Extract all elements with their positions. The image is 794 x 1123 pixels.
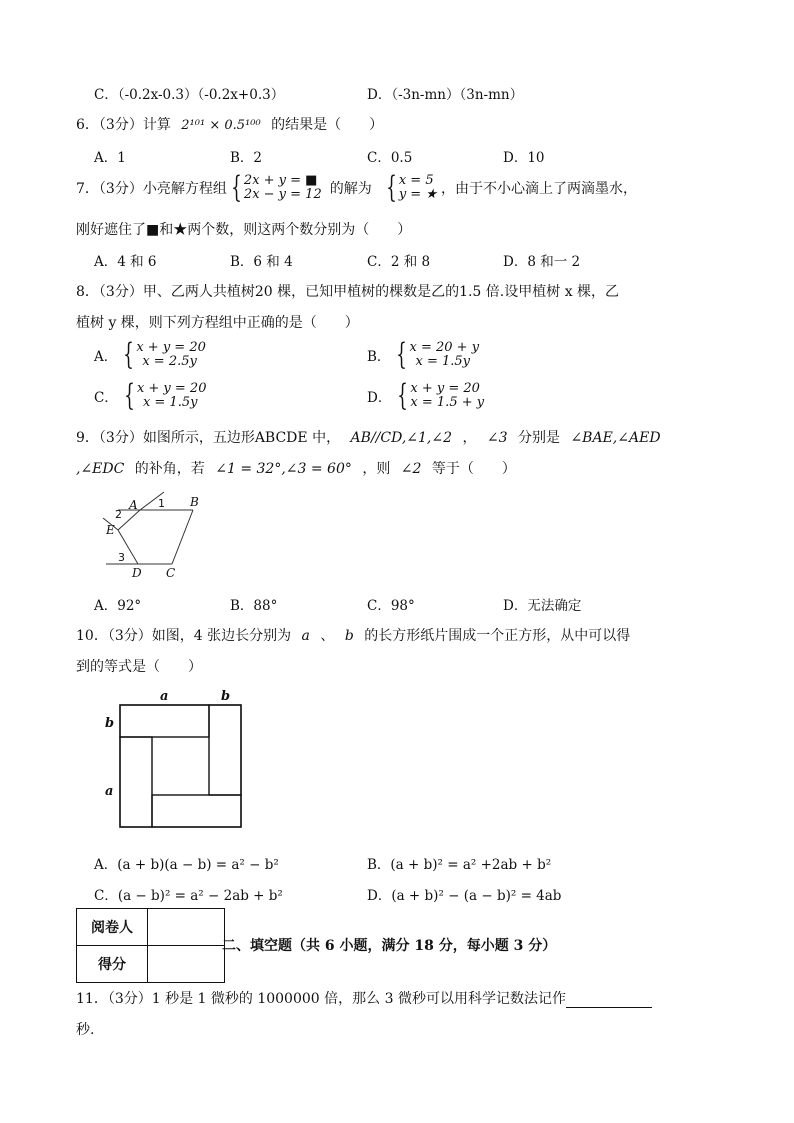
q7-option-d: D．8 和一 2 bbox=[503, 254, 581, 270]
q8-option-d-brace: { bbox=[397, 378, 409, 413]
q8-option-a-eq1: x + y = 20 bbox=[136, 340, 206, 355]
q9-option-d: D．无法确定 bbox=[503, 598, 582, 614]
q10-var-a: a bbox=[301, 628, 310, 644]
q6-stem bbox=[76, 114, 383, 134]
q7-system-brace: { bbox=[231, 170, 242, 205]
q7-stem-prefix: 7．（3分）小亮解方程组 bbox=[76, 181, 227, 197]
q7-stem-suffix: ，由于不小心滴上了两滴墨水， bbox=[440, 181, 637, 197]
q7-solution-brace: { bbox=[386, 170, 397, 205]
q9-label-e: E bbox=[106, 523, 115, 537]
q9-line1-f: ∠BAE,∠AED bbox=[570, 430, 661, 446]
q11-answer-blank[interactable] bbox=[566, 993, 652, 1008]
q11-line2: 秒. bbox=[76, 1022, 95, 1038]
q10-sep: 、 bbox=[320, 628, 335, 644]
q9-label-a: A bbox=[129, 498, 138, 512]
q10-line1-b: 的长方形纸片围成一个正方形，从中可以得 bbox=[364, 628, 631, 644]
q9-option-c: C．98° bbox=[367, 598, 415, 614]
q9-label-angle2: 2 bbox=[115, 508, 122, 521]
score-box-score-cell bbox=[148, 946, 225, 983]
score-box-score-label: 得分 bbox=[77, 946, 148, 983]
q8-option-c-brace: { bbox=[124, 378, 135, 413]
q7-system bbox=[227, 170, 322, 205]
q7-stem bbox=[76, 170, 637, 205]
q9-line1-b: AB//CD,∠1,∠2 bbox=[350, 430, 452, 446]
q10-label-top-a: a bbox=[160, 689, 169, 704]
q7-sol1: x = 5 bbox=[398, 173, 434, 188]
q8-option-a-brace: { bbox=[123, 337, 135, 372]
q9-option-a: A．92° bbox=[94, 598, 142, 614]
q8-option-d-eq2: x = 1.5 + y bbox=[410, 395, 485, 410]
q10-option-d: D．(a + b)² − (a − b)² = 4ab bbox=[367, 888, 562, 904]
q6-stem-suffix: 的结果是（ ） bbox=[271, 117, 384, 133]
q8-option-b-eq2: x = 1.5y bbox=[415, 354, 471, 369]
q7-solution bbox=[382, 170, 437, 205]
q8-line1: 8．（3分）甲、乙两人共植树20 棵，已知甲植树的棵数是乙的1.5 倍.设甲植树 x 棵，乙 bbox=[76, 284, 620, 300]
q8-option-c-eq1: x + y = 20 bbox=[136, 381, 207, 396]
section2-title: 二、填空题（共 6 小题，满分 18 分，每小题 3 分） bbox=[222, 938, 557, 954]
q11-line1 bbox=[76, 988, 652, 1008]
q8-option-c bbox=[94, 378, 207, 413]
q5-option-d: D．（-3n-mn）（3n-mn） bbox=[367, 87, 524, 103]
q8-option-a bbox=[94, 337, 206, 372]
q8-option-a-label: A． bbox=[94, 349, 118, 365]
q6-expression: 2¹⁰¹ × 0.5¹⁰⁰ bbox=[181, 118, 261, 133]
score-box bbox=[76, 908, 225, 983]
q8-option-b bbox=[367, 337, 480, 372]
q9-line2-b: 的补角，若 bbox=[134, 461, 205, 477]
q8-option-d-label: D． bbox=[367, 390, 392, 406]
q9-line2-a: ,∠EDC bbox=[76, 461, 125, 477]
q9-line2-c: ∠1 = 32°,∠3 = 60° bbox=[215, 461, 352, 477]
q10-rect-top bbox=[120, 705, 209, 737]
q8-option-a-eq2: x = 2.5y bbox=[142, 354, 197, 369]
q7-option-b: B．6 和 4 bbox=[230, 254, 293, 270]
q9-label-c: C bbox=[166, 566, 176, 580]
q9-label-b: B bbox=[190, 495, 199, 509]
score-box-grader-label: 阅卷人 bbox=[77, 909, 148, 946]
q7-line2: 刚好遮住了■和★两个数，则这两个数分别为（ ） bbox=[76, 222, 412, 238]
q7-option-a: A．4 和 6 bbox=[94, 254, 157, 270]
q9-line2-d: ，则 bbox=[362, 461, 391, 477]
q6-option-d: D．10 bbox=[503, 150, 545, 166]
q10-label-left-a: a bbox=[105, 784, 114, 799]
q7-eq1: 2x + y = ■ bbox=[243, 173, 318, 188]
q8-option-c-label: C． bbox=[94, 390, 118, 406]
q10-option-a: A．(a + b)(a − b) = a² − b² bbox=[94, 857, 279, 873]
q10-line2: 到的等式是（ ） bbox=[76, 659, 202, 675]
q10-option-c: C．(a − b)² = a² − 2ab + b² bbox=[94, 888, 283, 904]
score-box-grader-cell bbox=[148, 909, 225, 946]
q6-option-b: B．2 bbox=[230, 150, 263, 166]
q10-label-left-b: b bbox=[105, 716, 115, 731]
q9-option-b: B．88° bbox=[230, 598, 278, 614]
q11-line1-text: 11．（3分）1 秒是 1 微秒的 1000000 倍，那么 3 微秒可以用科学记数法记作 bbox=[76, 991, 566, 1007]
q10-label-top-b: b bbox=[221, 689, 231, 704]
q10-line1 bbox=[76, 625, 630, 645]
q8-option-d bbox=[367, 378, 485, 413]
q10-square-figure bbox=[100, 685, 250, 833]
q8-option-b-label: B． bbox=[367, 349, 391, 365]
q8-option-b-eq1: x = 20 + y bbox=[409, 340, 480, 355]
q9-line2 bbox=[76, 458, 516, 478]
q7-option-c: C．2 和 8 bbox=[367, 254, 431, 270]
q7-mid: 的解为 bbox=[329, 181, 372, 197]
q8-line2: 植树 y 棵，则下列方程组中正确的是（ ） bbox=[76, 315, 359, 331]
q10-outer-square bbox=[120, 705, 241, 827]
q9-label-angle1: 1 bbox=[158, 497, 165, 510]
q6-stem-prefix: 6．（3分）计算 bbox=[76, 117, 171, 133]
q9-pentagon-figure bbox=[98, 490, 218, 582]
q8-option-c-eq2: x = 1.5y bbox=[142, 395, 198, 410]
q9-label-angle3: 3 bbox=[118, 551, 125, 564]
q6-option-c: C．0.5 bbox=[367, 150, 413, 166]
q10-option-b: B．(a + b)² = a² +2ab + b² bbox=[367, 857, 552, 873]
q7-eq2: 2x − y = 12 bbox=[243, 187, 322, 202]
q9-line1-e: 分别是 bbox=[518, 430, 560, 446]
q5-option-c: C．（-0.2x-0.3）（-0.2x+0.3） bbox=[94, 87, 285, 103]
q10-rect-right bbox=[209, 705, 241, 795]
q9-label-d: D bbox=[132, 566, 142, 580]
q9-edge-bc bbox=[172, 510, 193, 564]
q9-line1-d: ∠3 bbox=[486, 430, 508, 446]
q6-option-a: A．1 bbox=[94, 150, 126, 166]
q7-sol2: y = ★ bbox=[398, 187, 437, 202]
q10-line1-a: 10．（3分）如图，4 张边长分别为 bbox=[76, 628, 292, 644]
q9-line1-a: 9．（3分）如图所示，五边形ABCDE 中， bbox=[76, 430, 341, 446]
q10-var-b: b bbox=[344, 628, 354, 644]
q8-option-d-eq1: x + y = 20 bbox=[410, 381, 480, 396]
q10-rect-left bbox=[120, 737, 152, 827]
q9-line1-c: ， bbox=[462, 430, 477, 446]
q9-line1 bbox=[76, 427, 661, 447]
q8-option-b-brace: { bbox=[396, 337, 408, 372]
q10-rect-bottom bbox=[152, 795, 241, 827]
q9-line2-e: ∠2 bbox=[400, 461, 422, 477]
q9-line2-f: 等于（ ） bbox=[431, 461, 516, 477]
